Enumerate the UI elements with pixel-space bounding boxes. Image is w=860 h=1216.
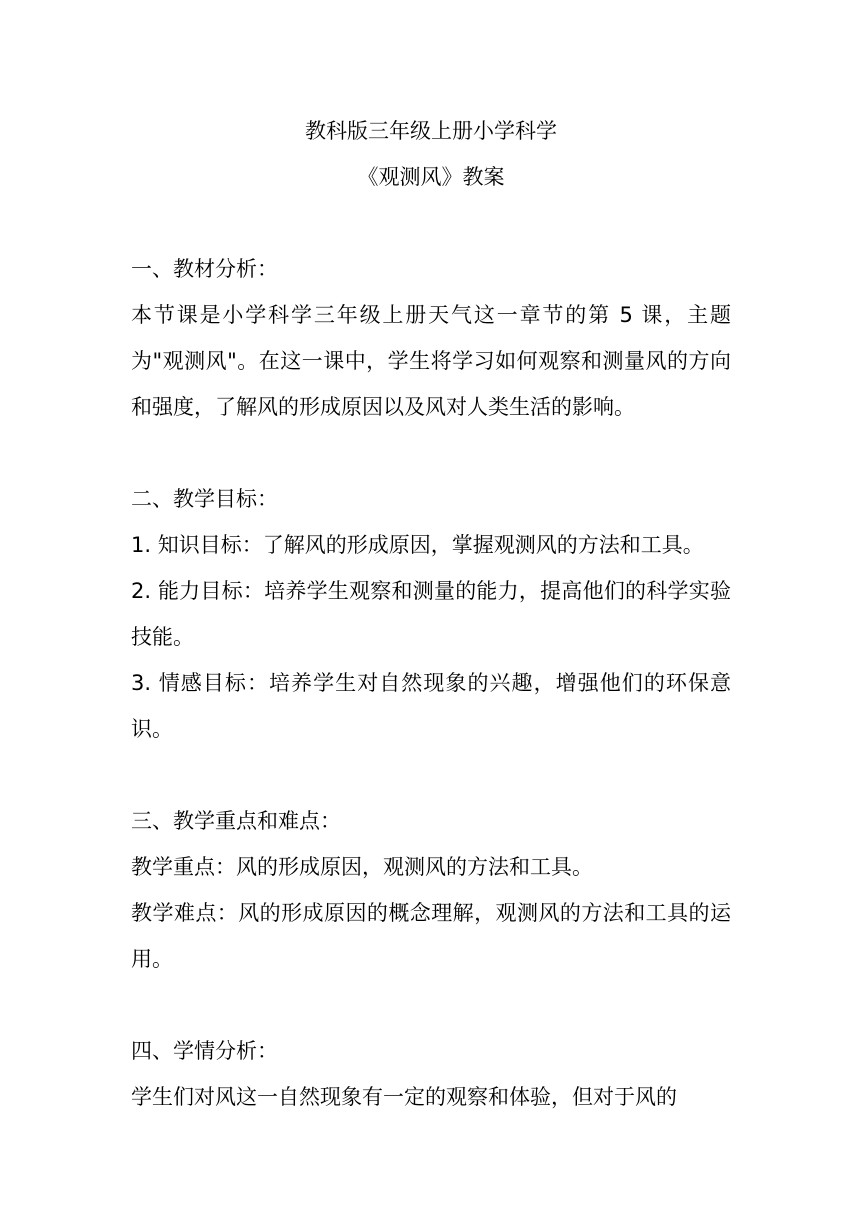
section-heading-goals: 二、教学目标： — [131, 487, 278, 511]
goal-item-knowledge: 1. 知识目标：了解风的形成原因，掌握观测风的方法和工具。 — [131, 533, 704, 557]
goal-item-emotion: 3. 情感目标：培养学生对自然现象的兴趣，增强他们的环保意识。 — [131, 671, 731, 741]
goal-item-ability: 2. 能力目标：培养学生观察和测量的能力，提高他们的科学实验技能。 — [131, 579, 731, 649]
document-body — [131, 108, 731, 1120]
spacer — [131, 752, 731, 798]
key-point-focus: 教学重点：风的形成原因，观测风的方法和工具。 — [131, 855, 593, 879]
section-heading-analysis: 一、教材分析： — [131, 257, 278, 281]
section-paragraph-student-analysis: 学生们对风这一自然现象有一定的观察和体验，但对于风的 — [131, 1085, 677, 1109]
spacer — [131, 982, 731, 1028]
document-title-line-2: 《观测风》教案 — [357, 165, 505, 189]
section-heading-student-analysis: 四、学情分析： — [131, 1039, 278, 1063]
key-point-difficulty: 教学难点：风的形成原因的概念理解，观测风的方法和工具的运用。 — [131, 901, 731, 971]
spacer — [131, 200, 731, 246]
section-heading-key-points: 三、教学重点和难点： — [131, 809, 341, 833]
section-paragraph-analysis: 本节课是小学科学三年级上册天气这一章节的第 5 课，主题为"观测风"。在这一课中，学生将学习如何观察和测量风的方向和强度，了解风的形成原因以及风对人类生活的影响。 — [131, 303, 731, 419]
document-title-line-1: 教科版三年级上册小学科学 — [305, 119, 557, 143]
spacer — [131, 430, 731, 476]
